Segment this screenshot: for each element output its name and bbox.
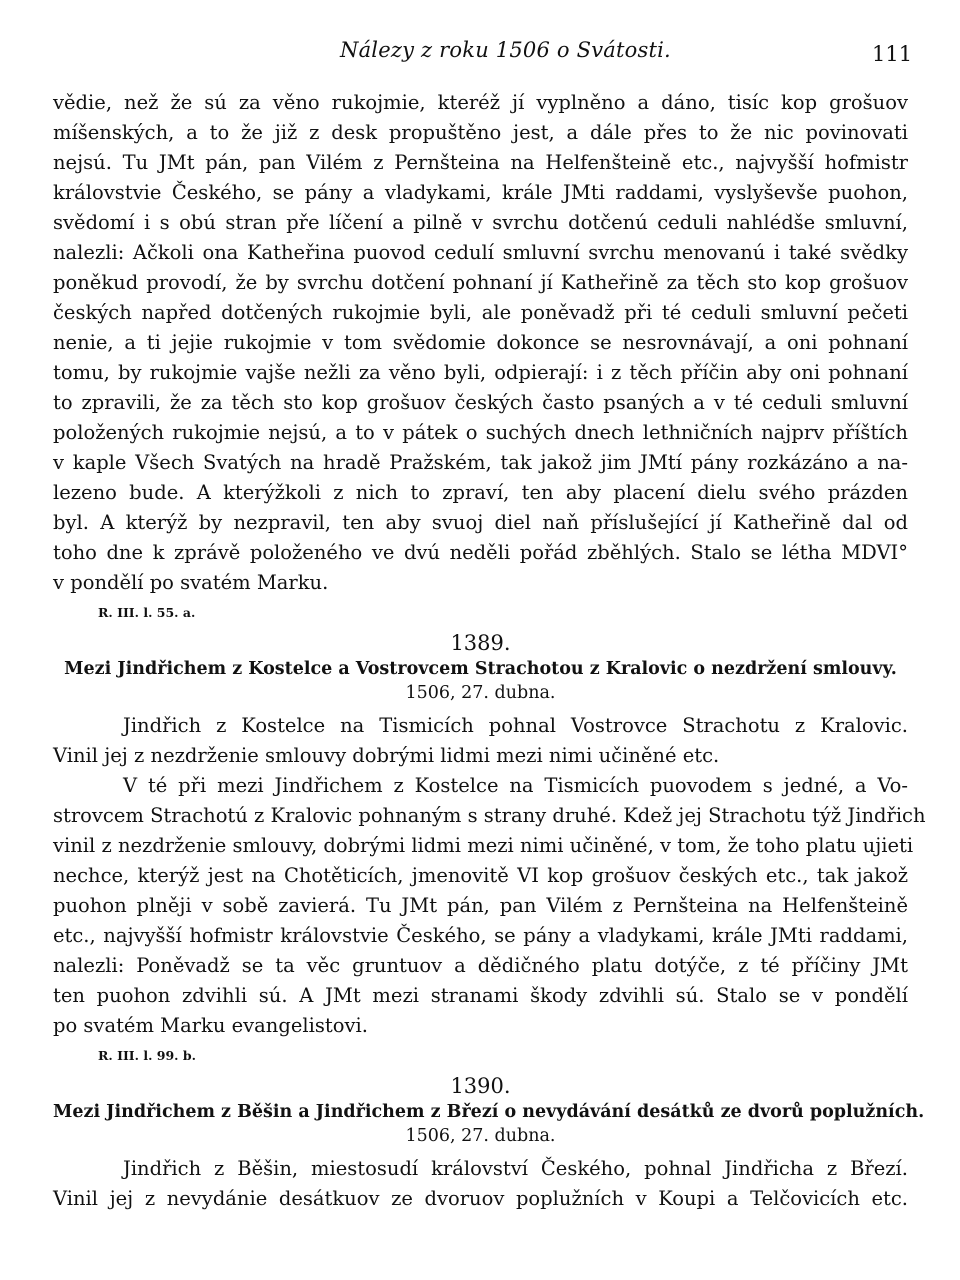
entry-date: 1506, 27. dubna. [405, 683, 556, 703]
text-line: nechce, kterýž jest na Chotěticích, jmenovitě VI kop grošuov českých etc., tak jakož [53, 864, 908, 887]
text-line: lezeno bude. A kterýžkoli z nich to zpraví, ten aby placení dielu svého prázden [53, 481, 908, 504]
entry-paragraph [53, 771, 926, 1041]
text-line: nenie, a ti jejie rukojmie v tom svědomie dokonce se nesrovnávají, a oni pohnaní [53, 331, 908, 354]
text-line: puohon plněji v sobě zavierá. Tu JMt pán, pan Vilém z Pernšteina na Helfenšteině [53, 894, 908, 917]
text-line: V té při mezi Jindřichem z Kostelce na Tismicích puovodem s jedné, a Vo- [123, 774, 908, 797]
text-line: tomu, by rukojmie vajše nežli za věno byli, odpierají: i z těch příčin aby oni pohnaní [53, 361, 908, 384]
text-line: českých napřed dotčených rukojmie byli, ale poněvadž při té ceduli smluvní pečeti [53, 301, 908, 324]
text-line: vinil z nezdrženie smlouvy, dobrými lidmi mezi nimi učiněné, v tom, že toho platu ujieti [53, 834, 914, 857]
text-line: vědie, než že sú za věno rukojmie, kteréž jí vyplněno a dáno, tisíc kop grošuov [53, 91, 908, 114]
page-number: 111 [872, 42, 913, 66]
text-line: v kaple Všech Svatých na hradě Pražském, tak jakož jim JMtí pány rozkázáno a na- [53, 451, 908, 474]
text-line: Vinil jej z nevydánie desátkuov ze dvoruov poplužních v Koupi a Telčovicích etc. [53, 1187, 908, 1210]
text-line: toho dne k zprávě položeného ve dvú neděli pořád zběhlých. Stalo se létha MDVI° [53, 541, 908, 564]
text-line: byl. A kterýž by nezpravil, ten aby svuoj diel naň příslušející jí Katheřině dal od [53, 511, 908, 534]
entry-summary: Mezi Jindřichem z Běšin a Jindřichem z Březí o nevydávání desátků ze dvorů poplužních. [53, 1102, 925, 1122]
text-line: poněkud provodí, že by svrchu dotčení pohnaní jí Katheřině za těch sto kop grošuov [53, 271, 908, 294]
text-line: v pondělí po svatém Marku. [53, 571, 329, 594]
entry-number: 1389. [450, 631, 511, 655]
text-line: nalezli: Ačkoli ona Katheřina puovod cedulí smluvní svrchu menovanú i také svědky [53, 241, 908, 264]
page-body [53, 88, 926, 1214]
text-line: královstvie Českého, se pány a vladykami, krále JMti raddami, vyslyševše puohon, [53, 181, 908, 204]
entry-paragraph [53, 711, 908, 771]
text-line: ten puohon zdvihli sú. A JMt mezi stranami škody zdvihli sú. Stalo se v pondělí [53, 984, 908, 1007]
text-line: po svatém Marku evangelistovi. [53, 1014, 368, 1037]
text-line: strovcem Strachotú z Kralovic pohnaným s strany druhé. Kdež jej Strachotu týž Jindřich [53, 804, 926, 827]
archive-reference: R. III. l. 99. b. [98, 1048, 196, 1063]
archive-reference: R. III. l. 55. a. [98, 605, 196, 620]
continued-entry-text [53, 88, 908, 598]
text-line: míšenských, a to že již z desk propuštěno jest, a dále přes to že nic povinovati [53, 121, 908, 144]
text-line: Vinil jej z nezdrženie smlouvy dobrými lidmi mezi nimi učiněné etc. [53, 744, 720, 767]
text-line: etc., najvyšší hofmistr královstvie Českého, se pány a vladykami, krále JMti raddami, [53, 924, 908, 947]
text-line: nalezli: Poněvadž se ta věc gruntuov a dědičného platu dotýče, z té příčiny JMt [53, 954, 908, 977]
entry-paragraph [53, 1154, 908, 1214]
text-line: Jindřich z Běšin, miestosudí království Českého, pohnal Jindřicha z Březí. [123, 1157, 908, 1180]
text-line: Jindřich z Kostelce na Tismicích pohnal Vostrovce Strachotu z Kralovic. [123, 714, 908, 737]
text-line: svědomí i s obú stran pře líčení a pilně v svrchu dotčenú ceduli nahlédše smluvní, [53, 211, 908, 234]
entry-summary: Mezi Jindřichem z Kostelce a Vostrovcem Strachotou z Kralovic o nezdržení smlouvy. [64, 659, 897, 679]
running-title: Nálezy z roku 1506 o Svátosti. [340, 38, 671, 62]
entry-number: 1390. [450, 1074, 511, 1098]
text-line: nejsú. Tu JMt pán, pan Vilém z Pernšteina na Helfenšteině etc., najvyšší hofmistr [53, 151, 908, 174]
text-line: položených rukojmie nejsú, a to v pátek o suchých dnech lethničních najprv příštích [53, 421, 908, 444]
entry-date: 1506, 27. dubna. [405, 1126, 556, 1146]
text-line: to zpravili, že za těch sto kop grošuov českých často psaných a v té ceduli smluvní [53, 391, 908, 414]
